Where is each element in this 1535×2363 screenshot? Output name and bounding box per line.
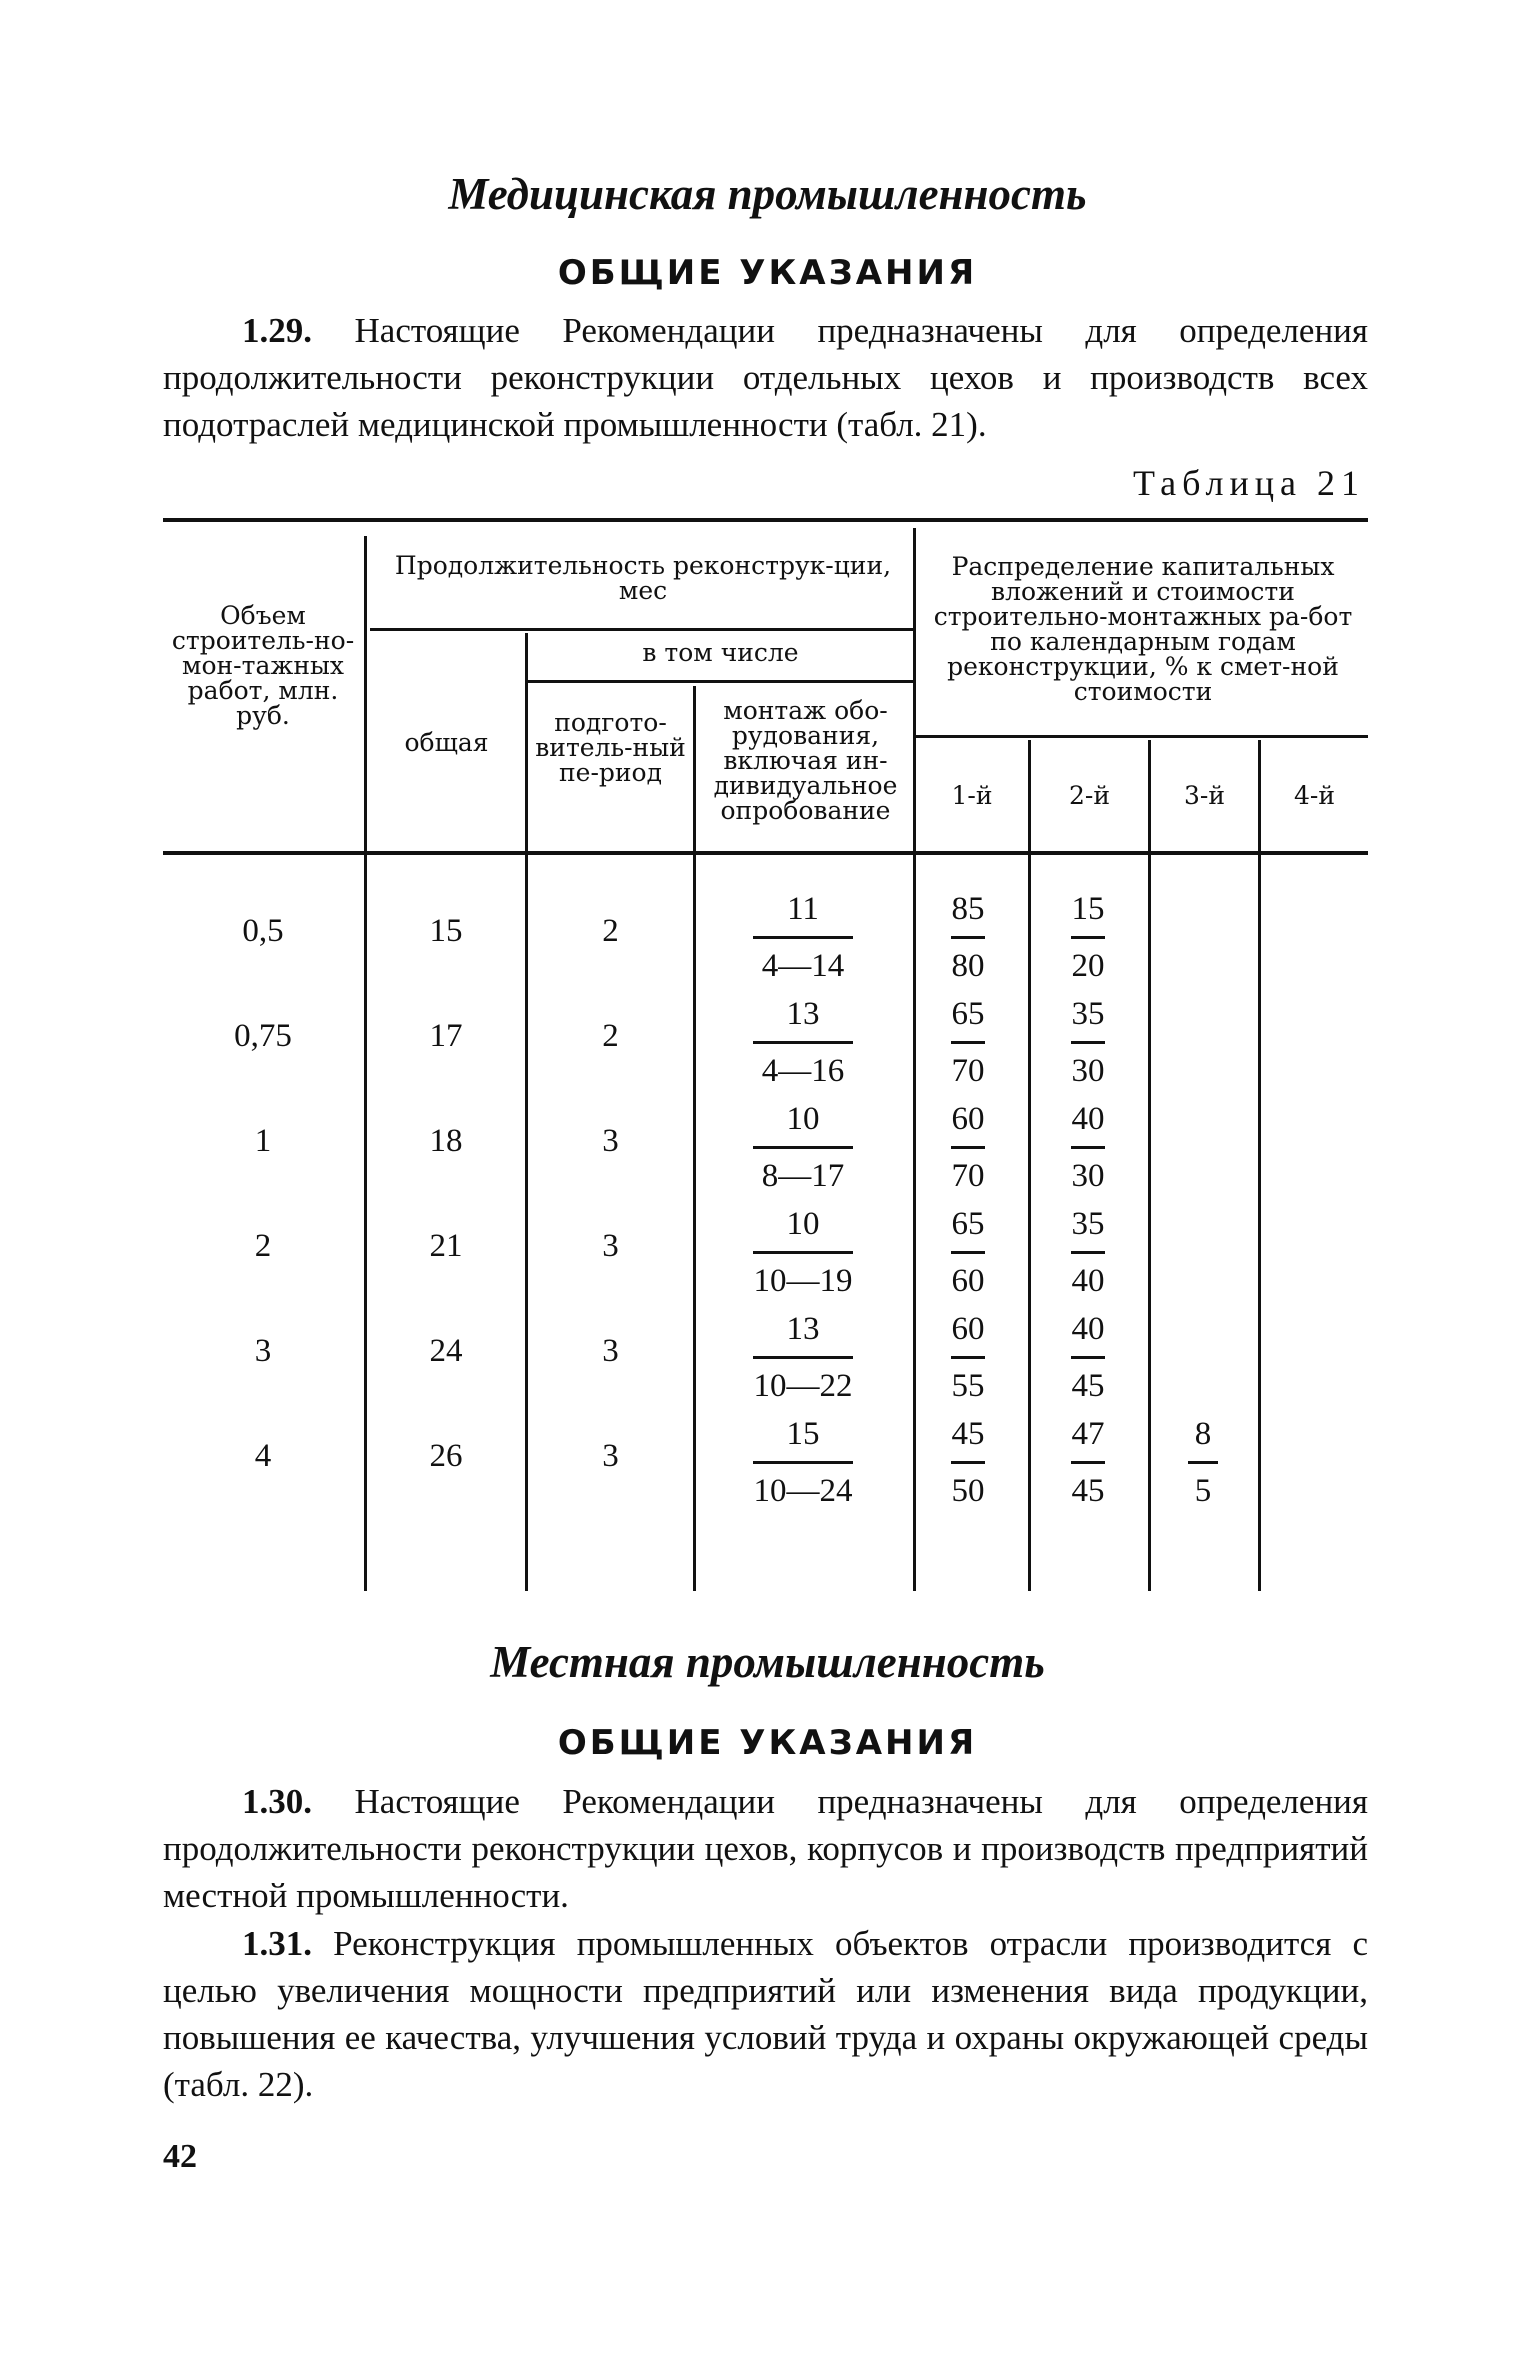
header-prep-period: подгото-витель-ный пе-риод — [535, 708, 686, 787]
cell-install-fraction: 15 10—24 — [753, 1416, 853, 1509]
header-volume: Объем строитель-но-мон-тажных работ, млн. руб. — [171, 601, 355, 730]
cell-volume: 0,5 — [242, 913, 284, 949]
cell-prep: 3 — [602, 1438, 619, 1474]
cell-year2-fraction: 47 45 — [1071, 1416, 1105, 1509]
cell-year1-fraction: 45 50 — [951, 1416, 985, 1509]
header-including: в том числе — [642, 638, 799, 667]
cell-volume: 0,75 — [234, 1018, 292, 1054]
section-title-local: Местная промышленность — [490, 1637, 1045, 1687]
header-duration: Продолжительность реконструк-ции, мес — [394, 551, 892, 605]
cell-year1-fraction: 85 80 — [951, 891, 985, 984]
section-title-medical: Медицинская промышленность — [448, 169, 1087, 219]
cell-prep: 3 — [602, 1123, 619, 1159]
header-year-2: 2-й — [1068, 781, 1110, 810]
section-subtitle-general-2: ОБЩИЕ УКАЗАНИЯ — [557, 1723, 978, 1763]
cell-year3-fraction: 8 5 — [1173, 1415, 1233, 1510]
header-installation: монтаж обо-рудования, включая ин-дивидуальное опробование — [713, 696, 898, 825]
paragraph-1-31 — [163, 1920, 1368, 2108]
paragraph-number: 1.31. — [242, 1924, 312, 1963]
paragraph-text: Реконструкция промышленных объектов отрасли производится с целью увеличения мощности предприятий или изменения вида продукции, повышения ее качества, улучшения условий труда и охраны окружающей среды (табл. 22). — [163, 1924, 1368, 2104]
cell-prep: 3 — [602, 1333, 619, 1369]
cell-install-fraction: 13 4—16 — [733, 995, 873, 1090]
header-distribution: Распределение капитальных вложений и стоимости строительно-монтажных ра-бот по календарным годам реконструкции, % к смет-ной стоимости — [933, 552, 1353, 706]
table-caption: Таблица 21 — [1133, 463, 1365, 503]
cell-total: 26 — [429, 1438, 463, 1474]
paragraph-text: Настоящие Рекомендации предназначены для определения продолжительности реконструкции цехов, корпусов и производств предприятий местной промышленности. — [163, 1782, 1369, 1915]
cell-year1-fraction: 60 70 — [951, 1101, 985, 1194]
header-total: общая — [404, 728, 489, 757]
cell-prep: 2 — [602, 1018, 619, 1054]
cell-volume: 3 — [254, 1333, 272, 1369]
cell-prep: 2 — [602, 913, 619, 949]
cell-install-fraction: 13 10—22 — [753, 1311, 853, 1404]
paragraph-number: 1.30. — [242, 1782, 312, 1821]
paragraph-text: Настоящие Рекомендации предназначены для определения продолжительности реконструкции отдельных цехов и производств всех подотраслей медицинской промышленности (табл. 21). — [163, 311, 1369, 444]
cell-year2-fraction: 40 30 — [1071, 1101, 1105, 1194]
paragraph-1-29 — [163, 307, 1368, 448]
cell-volume: 4 — [254, 1438, 272, 1474]
cell-install-fraction: 10 10—19 — [753, 1206, 853, 1299]
paragraph-number: 1.29. — [242, 311, 312, 350]
cell-total: 18 — [429, 1123, 463, 1159]
header-year-4: 4-й — [1293, 781, 1335, 810]
cell-install-fraction: 11 4—14 — [733, 890, 873, 985]
paragraph-1-30 — [163, 1778, 1368, 1919]
page-number: 42 — [163, 2138, 197, 2175]
cell-volume: 1 — [254, 1123, 272, 1159]
cell-prep: 3 — [602, 1228, 619, 1264]
cell-year1-fraction: 65 60 — [951, 1206, 985, 1299]
header-year-1: 1-й — [951, 781, 993, 810]
cell-year1-fraction: 65 70 — [951, 996, 985, 1089]
cell-year2-fraction: 15 20 — [1071, 891, 1105, 984]
header-year-3: 3-й — [1183, 781, 1225, 810]
cell-year2-fraction: 40 45 — [1071, 1311, 1105, 1404]
table-21 — [163, 518, 1368, 1591]
cell-install-fraction: 10 8—17 — [733, 1100, 873, 1195]
cell-total: 17 — [429, 1018, 463, 1054]
cell-year2-fraction: 35 40 — [1071, 1206, 1105, 1299]
cell-year2-fraction: 35 30 — [1071, 996, 1105, 1089]
cell-total: 15 — [429, 913, 463, 949]
cell-total: 21 — [429, 1228, 463, 1264]
cell-total: 24 — [429, 1333, 463, 1369]
cell-volume: 2 — [254, 1228, 272, 1264]
section-subtitle-general: ОБЩИЕ УКАЗАНИЯ — [557, 253, 978, 293]
cell-year1-fraction: 60 55 — [951, 1311, 985, 1404]
